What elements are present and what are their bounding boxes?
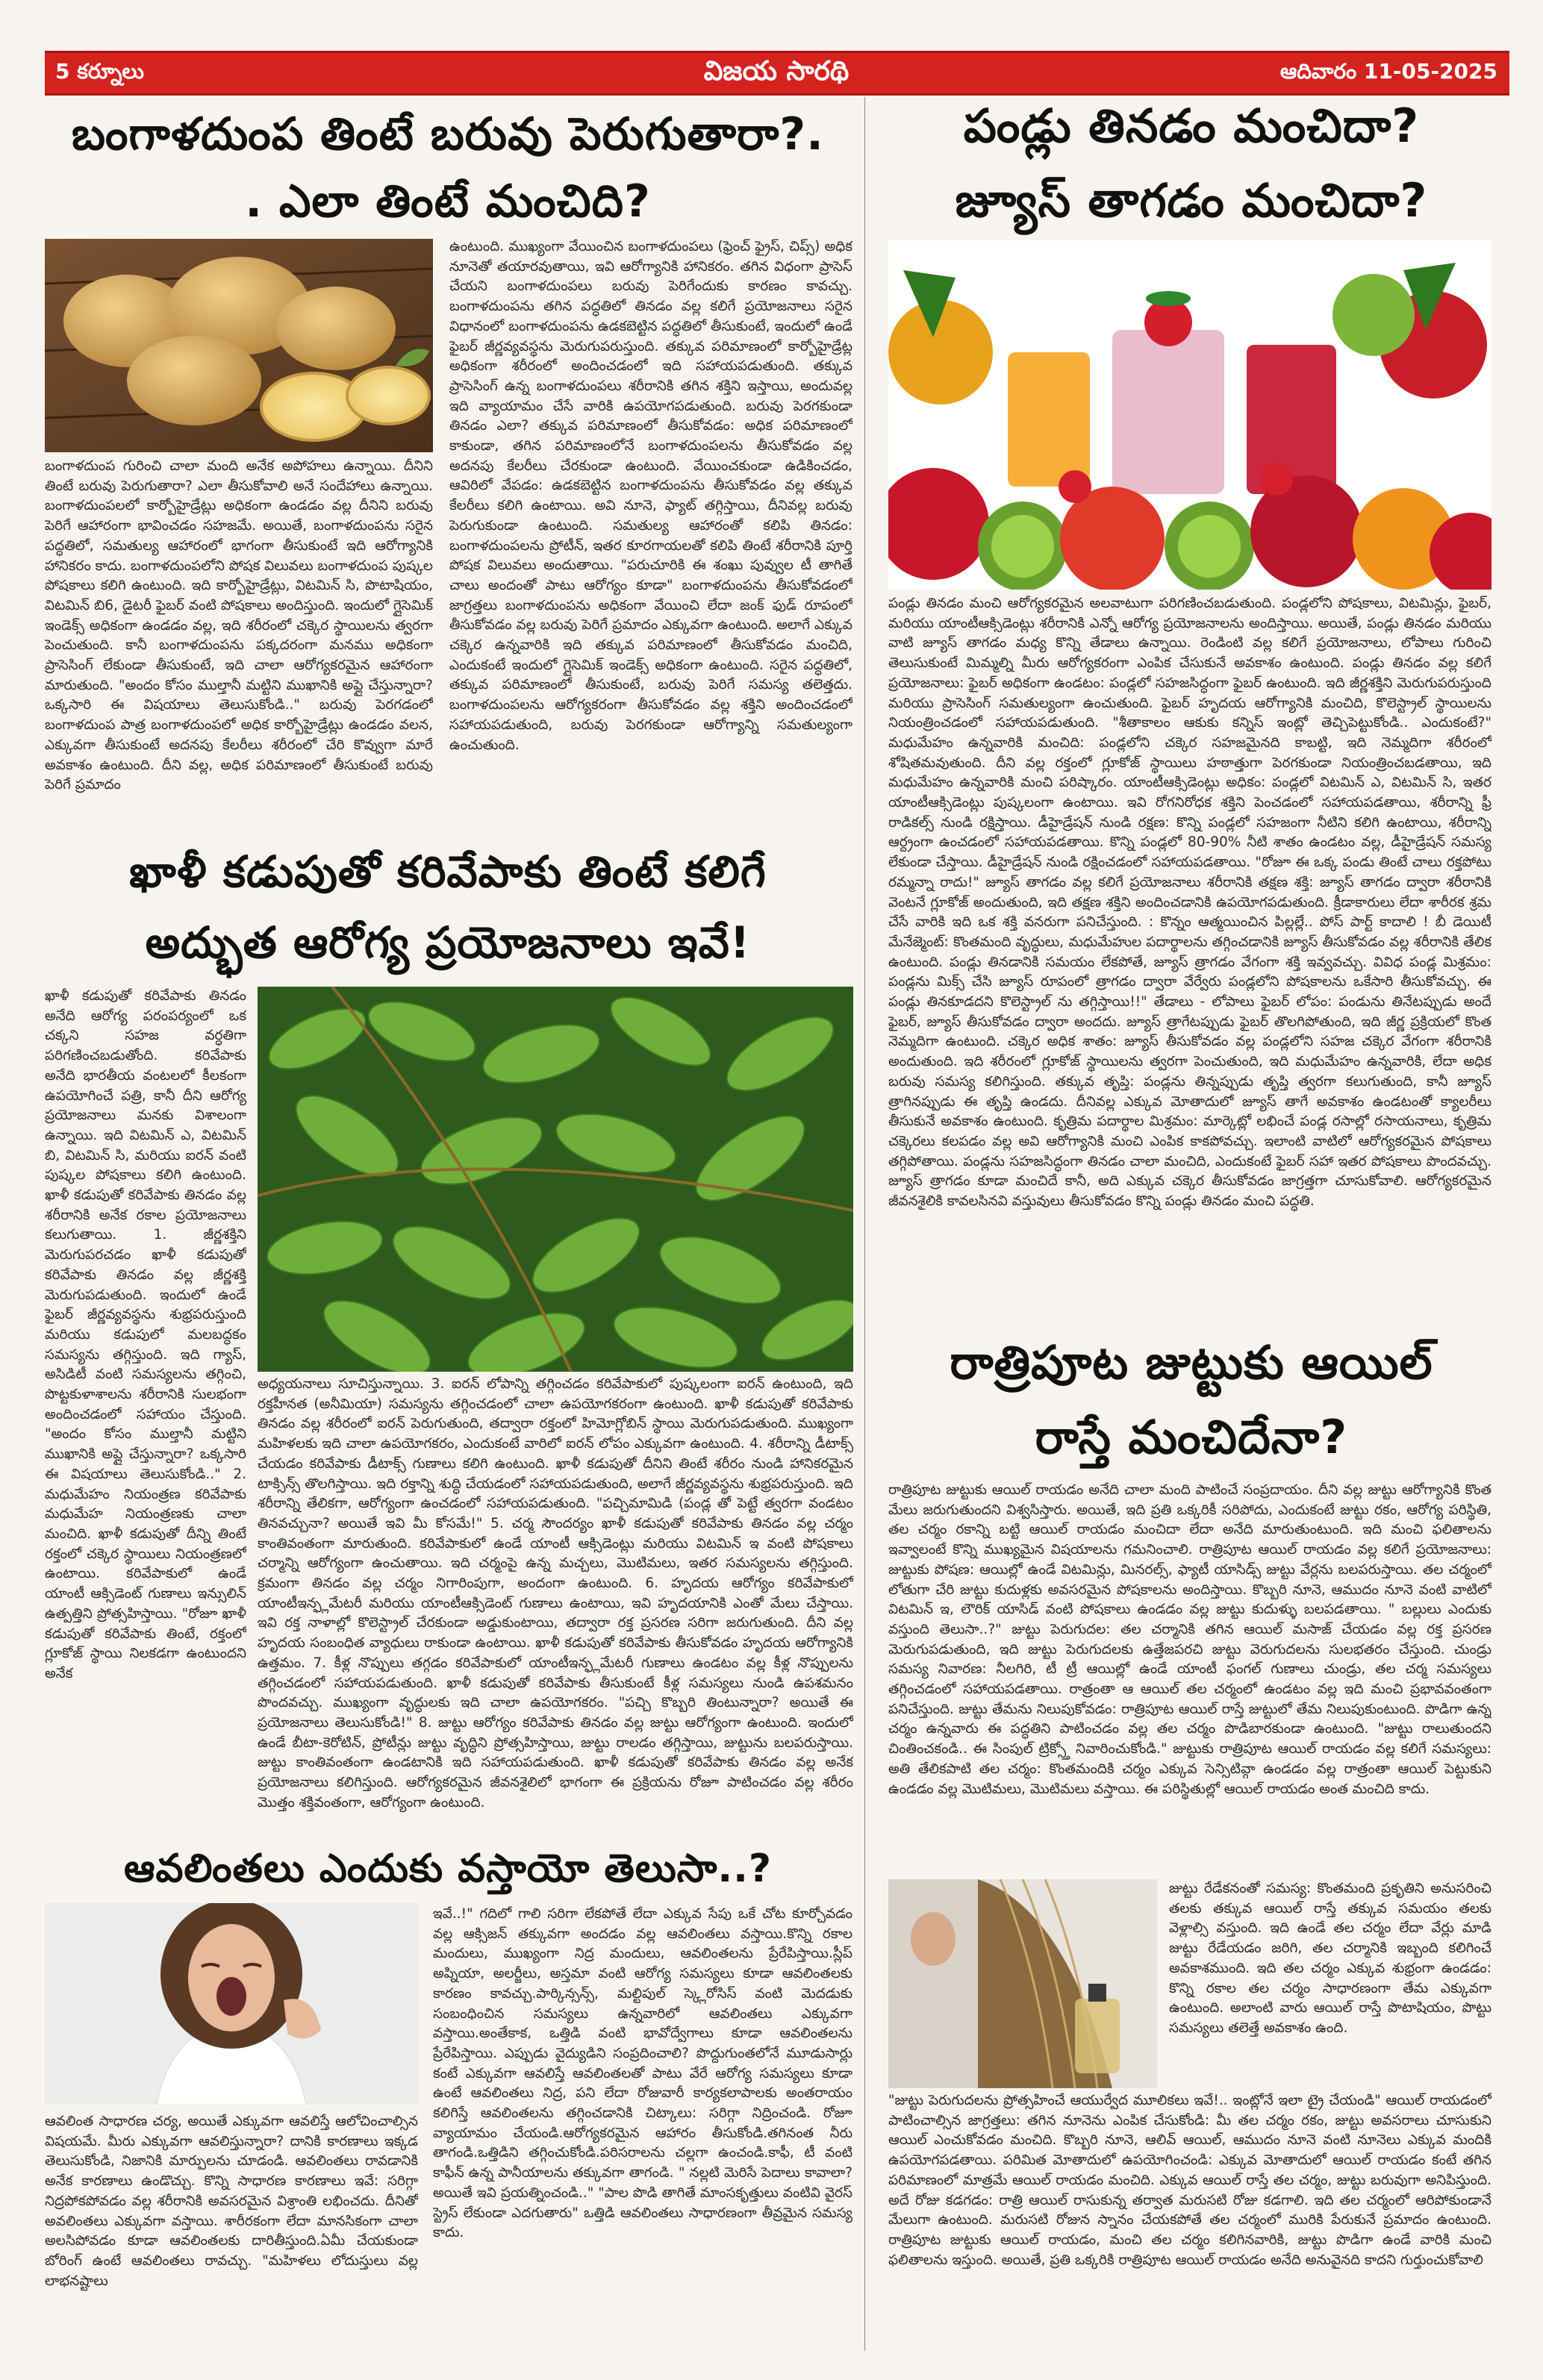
yawn-headline: ఆవలింతలు ఎందుకు వస్తాయో తెలుసా..? [123,1846,773,1891]
hair-headline-1: రాత్రిపూట జుట్టుకు ఆయిల్ [950,1335,1433,1390]
potatoes-photo [45,239,433,452]
yawn-body-right: ఇవే..!" గదిలో గాలి సరిగా లేకపోతే లేదా ఎక్కువ సేపు ఒకే చోట కూర్చోవడం వల్ల ఆక్సిజన్ తక్కువగా అందడం వల్ల ఆవలింతలు వస్తాయి.కొన్ని రకాల మందులు, ముఖ్యంగా నిద్ర మందులు, ఆవలింతలను ప్రేరేపిస్తాయి.స్లీప్ అప్నియా, అలర్జీలు, అస్తమా వంటి ఆరోగ్య సమస్యలు కూడా ఆవలింతలకు కారణం కావచ్చు.పార్కిన్సన్స్, మల్టిపుల్ స్క్లెరోసిస్ వంటి మెదడుకు సంబంధించిన సమస్యలు ఉన్నవారిలో ఆవలింతలు ఎక్కువగా వస్తాయి.అంతేకాక, ఒత్తిడి వంటి భావోద్వేగాలు కూడా ఆవలింతలను ప్రేరేపిస్తాయి. ఎప్పుడు వైద్యుడిని సంప్రదించాలి? పొద్దుగుంతలోనే మూడుసార్లు కంటే ఎక్కువగా ఆవలిస్తే ఆవలింతలతో పాటు వేరే ఆరోగ్య సమస్యలు కూడా ఉంటే ఆవలింతలు నిద్ర, పని లేదా రోజువారీ కార్యకలాపాలకు అంతరాయం కలిగిస్తే ఆవలింతలను తగ్గించడానికి చిట్కాలు: సరిగ్గా నిద్రించండి. రోజూ వ్యాయామం చేయండి.ఆరోగ్యకరమైన ఆహారం తీసుకోండి.తగినంత నీరు తాగండి.ఒత్తిడిని తగ్గించుకోండి.పరిసరాలను చల్లగా ఉంచండి.కాఫీ, టీ వంటి కాఫీన్ ఉన్న పానీయాలను తక్కువగా తాగండి. " నల్లటి మెరిసే పెదాలు కావాలా? అయితే ఇవి ప్రయత్నించండి.." "పాల పొడి తాగితే మాంసకృత్తులు వంటివి వైరస్ స్ట్రెస్ లేకుండా ఎదగుతారు" ఒత్తిడి ఆవలింతలు సాధారణంగా తీవ్రమైన సమస్య కాదు. [433,1906,852,2241]
fruits-headline-2: జ్యూస్ తాగడం మంచిదా? [955,173,1428,228]
hair-oil-photo [888,1879,1157,2088]
potato-headline-2: . ఎలా తింటే మంచిది? [245,175,651,228]
fruits-body: పండ్లు తినడం మంచి ఆరోగ్యకరమైన అలవాటుగా పరిగణించబడుతుంది. పండ్లలోని పోషకాలు, విటమిన్లు, ఫైబర్, మరియు యాంటీఆక్సిడెంట్లు శరీరానికి ఎన్నో ఆరోగ్య ప్రయోజనాలను అందిస్తాయి. అయితే, పండ్లు తినడం మరియు వాటి జ్యూస్ తాగడం మధ్య కొన్ని తేడాలు ఉన్నాయి. రెండింటి వల్ల కలిగే ప్రయోజనాలు, లోపాలు గురించి తెలుసుకుంటే మిమ్మల్ని మీరు ఆరోగ్యకరంగా ఎంపిక చేసుకునే అవకాశం ఉంటుంది. పండ్లు తినడం వల్ల కలిగే ప్రయోజనాలు: ఫైబర్ అధికంగా ఉండటం: పండ్లలో సహజసిద్ధంగా ఫైబర్ ఉంటుంది. ఇది జీర్ణశక్తిని మెరుగుపరుస్తుంది మరియు ప్రాసెసింగ్ సమతుల్యంగా ఉంచుతుంది. ఫైబర్ హృదయ ఆరోగ్యానికి మంచిది, కొలెస్ట్రాల్ స్థాయిలను నియంత్రించడంలో సహాయపడుతుంది. "శీతాకాలం ఆకుకు కన్నిస్ ఇంట్లో తెచ్చిపెట్టుకోండి.. ఎందుకంటే?" మధుమేహం ఉన్నవారికి మంచిది: పండ్లలోని చక్కెర సహజమైనది కాబట్టి, ఇది నెమ్మదిగా శరీరంలో శోషితమవుతుంది. దీని వల్ల రక్తంలో గ్లూకోజ్ స్థాయిలు హఠాత్తుగా పెరగకుండా నియంత్రించబడతాయి, ఇది మధుమేహం ఉన్నవారికి మంచి పరిష్కారం. యాంటీఆక్సిడెంట్లు అధికం: పండ్లలో విటమిన్ ఎ, విటమిన్ సి, ఇతర యాంటీఆక్సిడెంట్లు పుష్కలంగా ఉంటాయి. ఇవి రోగనిరోధక శక్తిని పెంచడంలో సహాయపడతాయి, శరీరాన్ని ఫ్రీ రాడికల్స్ నుండి రక్షిస్తాయి. డీహైడ్రేషన్ నుండి రక్షణ: కొన్ని పండ్లలో సహజంగా నీటిని కలిగి ఉంటాయి, శరీరాన్ని ఆర్ద్రంగా ఉంచడంలో సహాయపడతాయి. కొన్ని పండ్లలో 80-90% నీటి శాతం ఉండటం వల్ల, డీహైడ్రేషన్ సమస్య లేకుండా చేస్తాయి. డీహైడ్రేషన్ నుండి రక్షించడంలో సహాయపడతాయి. "రోజూ ఈ ఒక్క పండు తింటే చాలు రక్తపోటు రమ్మన్నా రాదు!" జ్యూస్ తాగడం వల్ల కలిగే ప్రయోజనాలు శరీరానికి తక్షణ శక్తి: జ్యూస్ తాగడం ద్వారా శరీరానికి వెంటనే గ్లూకోజ్ అందుతుంది, ఇది తక్షణ శక్తిని అందించడానికి ఉపయోగపడుతుంది. క్రీడాకారులు లేదా శారీరక శ్రమ చేసే వారికి ఇది ఒక శక్తి వనరుగా పనిచేస్తుంది. : కొన్నం ఆత్మయించిన పిల్లల్లే.. పోస్ పార్ట్ కాదాలి ! బీ డెయిటీ మేనేజ్మెంట్: కొంతమంది వృద్ధులు, మధుమేహుల పదార్థాలను తగ్గించడానికి జ్యూస్ తీసుకోవడం వల్ల శరీరానికి తేలిక ఉంటుంది. పండ్లు తినడానికి సమయం లేకపోతే, జ్యూస్ త్రాగడం వేగంగా శక్తి ఇవ్వవచ్చు. వివిధ పండ్ల మిశ్రమం: పండ్లను మిక్స్ చేసి జ్యూస్ రూపంలో త్రాగడం ద్వారా వేర్వేరు పండ్లలోని పోషకాలను ఒకేసారి తీసుకోవచ్చు. ఈ పండ్లు తినకూడదని కొలెస్ట్రాల్ ను తగ్గిస్తాయి!!" తేడాలు - లోపాలు ఫైబర్ లోపం: పండును తినేటప్పుడు అందే ఫైబర్, జ్యూస్ తీసుకోవడం ద్వారా అందదు. జ్యూస్ త్రాగేటప్పుడు ఫైబర్ తొలగిపోతుంది, ఇది జీర్ణ ప్రక్రియలో కొంత నెమ్మదిగా ఉంటుంది. చక్కెర అధిక శాతం: జ్యూస్ తీసుకోవడం వల్ల పండ్లలోని సహజ చక్కెర వేగంగా శరీరానికి అందుతుంది. ఇది శరీరంలో గ్లూకోజ్ స్థాయిలను త్వరగా పెంచుతుంది, ఇది మధుమేహం ఉన్నవారికి, లేదా అధిక బరువు సమస్య కలిగిస్తుంది. తక్కువ తృప్తి: పండ్లను తిన్నప్పుడు తృప్తి త్వరగా కలుగుతుంది, కానీ జ్యూస్ త్రాగినప్పుడు ఈ తృప్తి ఉండదు. దీనివల్ల ఎక్కువ మోతాదులో జ్యూస్ తాగే అవకాశం ఉండటంతో క్యాలరీలు తీసుకునే అవకాశం ఉంటుంది. కృత్రిమ పదార్థాల మిశ్రమం: మార్కెట్లో లభించే పండ్ల రసాల్లో రసాయనాలు, కృత్రిమ చక్కెరలు కలపడం వల్ల అవి ఆరోగ్యానికి మంచి ఎంపిక కాకపోవచ్చు. ఇలాంటి వాటిలో ఆరోగ్యకరమైన పోషకాలు తగ్గిపోతాయి. పండ్లను సహజసిద్ధంగా తినడం చాలా మంచిది, ఎందుకంటే ఫైబర్ సహా ఇతర పోషకాలు పొందవచ్చు. జ్యూస్ త్రాగడం కూడా మంచిదే కానీ, అది ఎక్కువ చక్కెర తీసుకోవడం జాగ్రత్తగా చూసుకోవాలి. ఆరోగ్యకరమైన జీవనశైలికి కావలసినవి వస్తువులు తీసుకోవడం కొన్ని పండ్లు తినడం మంచి పద్ధతి. [888,596,1491,1210]
issue-date: ఆదివారం 11-05-2025 [1279,59,1497,84]
potato-body-right: ఉంటుంది. ముఖ్యంగా వేయించిన బంగాళదుంపలు (ఫ్రెంచ్ ఫ్రైస్, చిప్స్) అధిక నూనెతో తయారవుతాయి, ఇవి ఆరోగ్యానికి హానికరం. తగిన విధంగా ప్రాసెస్ చేయని బంగాళదుంపలు బరువు పెరిగేందుకు కారణం కావచ్చు. బంగాళదుంపను తగిన పద్ధతిలో తినడం వల్ల కలిగే ప్రయోజనాలు సరైన విధానంలో బంగాళదుంపను ఉడకబెట్టిన పద్ధతిలో తీసుకుంటే, ఇందులో ఉండే ఫైబర్ జీర్ణవ్యవస్థను మెరుగుపరుస్తుంది. తక్కువ పరిమాణంలో కార్బోహైడ్రేట్ల అధికంగా శరీరంలో అందించడంలో ఇది సహాయపడుతుంది. తక్కువ ప్రాసెసింగ్ ఉన్న బంగాళదుంపలు శరీరానికి తగిన శక్తిని ఇస్తాయి, అందువల్ల ఇది వ్యాయామం చేసే వారికి ఉపయోగపడుతుంది. బరువు పెరగకుండా తినడం ఎలా? తక్కువ పరిమాణంలో తీసుకోవడం: అధిక పరిమాణంలో కాకుండా, తగిన పరిమాణంలోనే బంగాళదుంపలను తీసుకోవడం వల్ల అదనపు కేలరీలు చేరకుండా ఉంటుంది. వేయించకుండా ఉడికించడం, ఆవిరిలో వేపడం: ఉడకబెట్టిన బంగాళదుంపను తీసుకోవడం వల్ల తక్కువ కేలరీలు కలిగి ఉంటాయి. అవి నూనె, ఫ్యాట్ తగ్గిస్తాయి, దీనివల్ల బరువు పెరుగుకుండా ఉంటుంది. సమతుల్య ఆహారంతో కలిపి తినడం: బంగాళదుంపలను ప్రోటీన్, ఇతర కూరగాయలతో కలిపి తింటే శరీరానికి పూర్తి పోషక విలువలు అందుతాయి. "పరుచూరికి ఈ శంఖు పువ్వుల టీ తాగితే చాలు అందంతో పాటు ఆరోగ్యం కూడా" బంగాళదుంపను తీసుకోవడంలో జాగ్రత్తలు బంగాళదుంపను అధికంగా వేయించి లేదా జంక్ ఫుడ్ రూపంలో తీసుకోవడం వల్ల బరువు పెరిగే ప్రమాదం ఎక్కువగా ఉంటుంది. అలాగే ఎక్కువ చక్కెర ఉన్నవారికి ఇది తక్కువ పరిమాణంలో తీసుకోవడం మంచిది, ఎందుకంటే ఇందులో గ్లైసెమిక్ ఇండెక్స్ అధికంగా ఉంటుంది. సరైన పద్ధతిలో, తక్కువ పరిమాణంలో తీసుకుంటే, బరువు పెరిగే సమస్య తలెత్తదు. బంగాళదుంపలను ఆరోగ్యకరంగా తీసుకోవడం వల్ల శక్తిని అందించడంలో సహాయపడుతుంది, బరువు పెరగకుండా ఆరోగ్యాన్ని సమతుల్యంగా ఉంచుతుంది. [449,239,852,753]
curry-body-left: ఖాళీ కడుపుతో కరివేపాకు తినడం అనేది ఆరోగ్య పరంపర్యంలో ఒక చక్కని సహజ వర్ధతిగా పరిగణించబడుతోంది. కరివేపాకు అనేది భారతీయ వంటలలో కీలకంగా ఉపయోగించే పత్రి, కానీ దీని ఆరోగ్య ప్రయోజనాలు మనకు విశాలంగా ఉన్నాయి. ఇది విటమిన్ ఎ, విటమిన్ బి, విటమిన్ సి, మరియు ఐరన్ వంటి పుష్కల పోషకాలు కలిగి ఉంటుంది. ఖాళీ కడుపుతో కరివేపాకు తినడం వల్ల శరీరానికి అనేక రకాల ప్రయోజనాలు కలుగుతాయి. 1. జీర్ణశక్తిని మెరుగుపరచడం ఖాళీ కడుపుతో కరివేపాకు తినడం వల్ల జీర్ణశక్తి మెరుగుపడుతుంది. ఇందులో ఉండే ఫైబర్ జీర్ణవ్యవస్థను శుభ్రపరుస్తుంది మరియు కడుపులో మలబద్ధకం సమస్యను తగ్గిస్తుంది. ఇది గ్యాస్, అసిడిటీ వంటి సమస్యలను తగ్గించి, పొట్టకుళాశాలను శరీరానికి సులభంగా అందించడంలో సహాయం చేస్తుంది. "అందం కోసం ముల్తానీ మట్టిని ముఖానికి అప్లై చేస్తున్నారా? ఒక్కసారి ఈ విషయాలు తెలుసుకోండి.." 2. మధుమేహం నియంత్రణ కరివేపాకు మధుమేహ నియంత్రణకు చాలా మంచిది. ఖాళీ కడుపుతో దీన్ని తింటే రక్తంలో చక్కెర స్థాయిలు నియంత్రణలో ఉంటాయి. కరివేపాకులో ఉండే యాంటీ ఆక్సిడెంట్ గుణాలు ఇన్సులిన్ ఉత్పత్తిని ప్రోత్సహిస్తాయి. "రోజూ ఖాళీ కడుపుతో కరివేపాకు తింటే, రక్తంలో గ్లూకోజ్ స్థాయి నిలకడగా ఉంటుందని అనేక [45,988,246,1681]
paper-name: విజయ సారథి [703,56,850,87]
hair-image [888,1879,1157,2088]
curry-image [258,987,853,1372]
yawn-image [45,1903,418,2105]
column-divider [864,97,865,2351]
hair-body-bottom: "జుట్టు పెరుగుదలను ప్రోత్సహించే ఆయుర్వేద మూలికలు ఇవే!.. ఇంట్లోనే ఇలా ట్రై చేయండి" ఆయిల్ రాయడంలో పాటించాల్సిన జాగ్రత్తలు: తగిన నూనెను ఎంపిక చేసుకోండి: మీ తల చర్మం రకం, జుట్టు అవసరాలు చూసుకుని ఆయిల్ ఎంచుకోవడం మంచిది. కొబ్బరి నూనె, ఆలివ్ ఆయిల్, ఆముదం నూనె వంటి నూనెలు ఎక్కువ మందికి ఉపయోగపడతాయి. పరిమిత మోతాదులో ఉపయోగించండి: ఎక్కువ మోతాదులో ఆయిల్ రాయడం కంటే తగిన పరిమాణంలో మాత్రమే ఆయిల్ రాయడం మంచిది. ఎక్కువ ఆయిల్ రాస్తే తల చర్మం, జుట్టు బరువుగా అనిపిస్తుంది. అదే రోజు కడగడం: రాత్రి ఆయిల్ రాసుకున్న తర్వాత మరుసటి రోజు కడగాలి. ఇది తల చర్మంలో ఆరిపోకుండానే మేలుగా ఉంటుంది. మరుసటి రోజున స్నానం చేయకపోతే తల చర్మంలో మురికి పేరుకునే ప్రమాదం ఉంటుంది. రాత్రిపూట జుట్టుకు ఆయిల్ రాయడం, మంచి తల చర్మం కలిగినవారికి, జుట్టు పొడిగా ఉండే వారికి మంచి ఫలితాలను ఇస్తుంది. అయితే, ప్రతి ఒక్కరికి రాత్రిపూట ఆయిల్ రాయడం అనేది అనువైనది కాదని గుర్తుంచుకోవాలి [888,2093,1491,2268]
masthead [45,51,1509,96]
curry-headline-1: ఖాళీ కడుపుతో కరివేపాకు తింటే కలిగే [129,846,767,897]
yawning-woman-photo [45,1903,418,2105]
curry-leaves-photo [258,987,853,1372]
curry-headline-2: అద్భుత ఆరోగ్య ప్రయోజనాలు ఇవే! [145,917,751,968]
fruits-and-juice-photo [888,240,1491,590]
potato-headline-1: బంగాళదుంప తింటే బరువు పెరుగుతారా?. [72,108,824,160]
fruits-image [888,240,1491,590]
page-label: 5 కర్నూలు [55,59,144,84]
hair-body-beside-image: జుట్టు రేడేకనంతో సమస్య: కొంతమంది ప్రకృతిని అనుసరించి తలకు తక్కువ ఆయిల్ రాస్తే తక్కువ సమయం తలకు వెళ్లాల్సి వస్తుంది. ఇది ఉండే తల చర్మం లేదా వేర్లు మాడి జుట్టు రేడేయడం జరిగి, తల చర్మానికి ఇబ్బంది కలిగించే అవకాశముంది. ఇది తల చర్మం ఎక్కువ శుభ్రంగా ఉండడం: కొన్ని రకాల తల చర్మం సాధారణంగా తేమ ఎక్కువగా ఉంటుంది. అలాంటి వారు ఆయిల్ రాస్తే పొటాషియం, పొట్టు సమస్యలు తలెత్తే అవకాశం ఉంది. [1169,1881,1491,2036]
curry-body-bottom: అధ్యయనాలు సూచిస్తున్నాయి. 3. ఐరన్ లోపాన్ని తగ్గించడం కరివేపాకులో పుష్కలంగా ఐరన్ ఉంటుంది, ఇది రక్తహీనత (అనీమియా) సమస్యను తగ్గించడంలో చాలా ఉపయోగకరంగా ఉంటుంది. ఖాళీ కడుపుతో కరివేపాకు తినడం వల్ల శరీరంలో ఐరన్ పెరుగుతుంది, తద్వారా రక్తంలో హిమోగ్లోబిన్ స్థాయి మెరుగుపడుతుంది. ముఖ్యంగా మహిళలకు ఇది చాలా ఉపయోగకరం, ఎందుకంటే వారిలో ఐరన్ లోపం ఎక్కువగా ఉంటుంది. 4. శరీరాన్ని డీటాక్స్ చేయడం కరివేపాకు డీటాక్స్ గుణాలు కలిగి ఉంటుంది. ఖాళీ కడుపుతో దీనిని తింటే శరీరం నుండి హానికరమైన టాక్సిన్స్ తొలగిస్తాయి. ఇది రక్తాన్ని శుద్ధి చేయడంలో సహాయపడుతుంది, అలాగే జీర్ణవ్యవస్థను శుభ్రపరుస్తుంది. ఇది శరీరాన్ని తేలికగా, ఆరోగ్యంగా ఉంచడంలో సహాయపడుతుంది. "పచ్చిమామిడి (పండ్ల తో పెట్టే త్వరగా వండటం తినవచ్చునా? అయితే ఇవి మీ కోసమే!" 5. చర్మ సౌందర్యం ఖాళీ కడుపుతో కరివేపాకు తినడం వల్ల చర్మం కాంతివంతంగా మారుతుంది. కరివేపాకులో ఉండే యాంటీ ఆక్సిడెంట్లు మరియు విటమిన్ ఇ వంటి పోషకాలు చర్మాన్ని ఆరోగ్యంగా ఉంచుతాయి. ఇది చర్మంపై ఉన్న మచ్చలు, మొటిమలు, ఇతర సమస్యలను తగ్గిస్తుంది. క్రమంగా తినడం వల్ల చర్మం నిగారింపుగా, అందంగా ఉంటుంది. 6. హృదయ ఆరోగ్యం కరివేపాకులో యాంటీఇన్ఫ్లమేటరీ మరియు యాంటీఆక్సిడెంట్ గుణాలు ఉంటాయి, ఇవి హృదయానికి ఎంతో మేలు చేస్తాయి. ఇవి రక్త నాళాల్లో కొలెస్ట్రాల్ చేరకుండా అడ్డుకుంటాయి, తద్వారా రక్త ప్రసరణ సరిగా జరుగుతుంది. దీని వల్ల హృదయ సంబంధిత వ్యాధులు రాకుండా ఉంటాయి. ఖాళీ కడుపుతో కరివేపాకు తీసుకోవడం హృదయ ఆరోగ్యానికి ఉత్తమం. 7. కీళ్ల నొప్పులు తగ్గడం కరివేపాకులో యాంటీఇన్ఫ్లమేటరీ గుణాలు ఉండటం వల్ల కీళ్ల నొప్పులను తగ్గించడంలో సహాయపడుతుంది. ఖాళీ కడుపుతో కరివేపాకు తీసుకుంటే కీళ్ల సమస్యలు నుండి ఉపశమనం పొందవచ్చు. ముఖ్యంగా వృద్ధులకు ఇది చాలా ఉపయోగకరం. "పచ్చి కొబ్బరి తింటున్నారా? అయితే ఈ ప్రయోజనాలు తెలుసుకోండి!" 8. జుట్టు ఆరోగ్యం కరివేపాకు తినడం వల్ల జుట్టు ఆరోగ్యంగా ఉంటుంది. ఇందులో ఉండే బీటా-కెరోటిన్, ప్రోటీన్లు జుట్టు వృద్ధిని ప్రోత్సహిస్తాయి, జుట్టు రాలడం తగ్గిస్తాయి, జుట్టును బలపరుస్తాయి. జుట్టు కాంతివంతంగా ఉండటానికి ఇది సహాయపడుతుంది. ఖాళీ కడుపుతో కరివేపాకు తినడం వల్ల అనేక ప్రయోజనాలు కలిగిస్తుంది. ఆరోగ్యకరమైన జీవనశైలిలో భాగంగా ఈ ప్రక్రియను రోజూ పాటించడం వల్ల శరీరం మొత్తం శక్తివంతంగా, ఆరోగ్యంగా ఉంటుంది. [258,1376,853,1811]
fruits-headline-1: పండ్లు తినడం మంచిదా? [963,99,1420,153]
potato-body-left: బంగాళదుంప గురించి చాలా మంది అనేక అపోహలు ఉన్నాయి. దీనిని తింటే బరువు పెరుగుతారా? ఎలా తీసుకోవాలి అనే సందేహాలు ఉన్నాయి. బంగాళదుంపలలో కార్బోహైడ్రేట్లు అధికంగా ఉండడం వల్ల దీనిని బరువు పెరిగే ఆహారంగా భావించడం సహజమే. అయితే, బంగాళదుంపను సరైన పద్ధతిలో, సమతుల్య ఆహారంలో భాగంగా తీసుకుంటే ఇది ఆరోగ్యానికి హానికరం కాదు. బంగాళదుంపలోని పోషక విలువలు బంగాళదుంప పుష్కల పోషకాలు కలిగి ఉంటుంది. ఇది కార్బోహైడ్రేట్లు, విటమిన్ సి, పొటాషియం, విటమిన్ బి6, డైటరీ ఫైబర్ వంటి పోషకాలు అందిస్తుంది. ఇందులో గ్లైసెమిక్ ఇండెక్స్ అధికంగా ఉండడం వల్ల, ఇది శరీరంలో చక్కెర స్థాయిలను త్వరగా పెంచుతుంది. కానీ బంగాళదుంపను పక్కదరంగా మనము అధికంగా ప్రాసెసింగ్ లేకుండా తీసుకుంటే, ఇది చాలా ఆరోగ్యకరమైన ఆహారంగా మారుతుంది. "అందం కోసం ముల్తానీ మట్టిని ముఖానికి అప్లై చేస్తున్నారా? ఒక్కసారి ఈ విషయాలు తెలుసుకోండి.." బరువు పెరగడంలో బంగాళదుంప పాత్ర బంగాళదుంపలో అధిక కార్బోహైడ్రేట్లు ఉండడం వలన, ఎక్కువగా తీసుకుంటే అదనపు కేలరీలు శరీరంలో చేరి కొవ్వుగా మారే అవకాశం ఉంటుంది. దీని వల్ల, అధిక పరిమాణంలో తీసుకుంటే బరువు పెరిగే ప్రమాదం [45,458,433,793]
potato-image [45,239,433,452]
hair-body-top: రాత్రిపూట జుట్టుకు ఆయిల్ రాయడం అనేది చాలా మంది పాటించే సంప్రదాయం. దీని వల్ల జుట్టు ఆరోగ్యానికి కొంత మేలు జరుగుతుందని విశ్వసిస్తారు. అయితే, ఇది ప్రతి ఒక్కరికీ సరిపోదు, ఎందుకంటే జుట్టు రకం, ఆరోగ్య పరిస్థితి, తల చర్మం రకాన్ని బట్టి ఆయిల్ రాయడం మంచిదా లేదా అనేది మారుతుంటుంది. ఇది మంచి ఫలితాలను ఇవ్వాలంటే కొన్ని ముఖ్యమైన విషయాలను గమనించాలి. రాత్రిపూట ఆయిల్ రాయడం వల్ల కలిగే ప్రయోజనాలు: జుట్టుకు పోషణ: ఆయిల్లో ఉండే విటమిన్లు, మినరల్స్, ఫ్యాటీ యాసిడ్స్ జుట్టు వేర్లను బలపరుస్తాయి. తల చర్మంలో లోతుగా చేరి జుట్టు కుదుళ్లకు అవసరమైన పోషకాలను అందిస్తాయి. కొబ్బరి నూనె, ఆముదం నూనె వంటి వాటిలో విటమిన్ ఇ, లౌరిక్ యాసిడ్ వంటి పోషకాలు ఉండడం వల్ల జుట్టు కుదుళ్ళు బలపడతాయి. " బల్లులు ఎందుకు వస్తుంది తెలుసా..?" జుట్టు పెరుగుదల: తల చర్మానికి తగిన ఆయిల్ మసాజ్ చేయడం వల్ల రక్త ప్రసరణ మెరుగుపడుతుంది, ఇది జుట్టు పెరుగుదలకు ఉత్తేజపరచి జుట్టు వెరుగుదలను సులభతరం చేస్తుంది. చుండ్రు సమస్య నివారణ: నీలగిరి, టీ ట్రీ ఆయిల్లో ఉండే యాంటీ ఫంగల్ గుణాలు చుండ్రు, తల చర్మ సమస్యలు తగ్గించడంలో సహాయపడతాయి. రాత్రంతా ఆ ఆయిల్ తల చర్మంలో ఉండటం వల్ల ఇది మంచి ప్రభావవంతంగా పనిచేస్తుంది. జుట్టు తేమను నిలుపుకోవడం: రాత్రిపూట ఆయిల్ రాస్తే జుట్టులో తేమ నిలుపుకుంటుంది. పొడిగా ఉన్న చర్మం ఉన్నవారు ఈ పద్ధతిని పాటించడం వల్ల తల చర్మం పొడిబారకుండా ఉంటుంది. "జుట్టు రాలుతుందని చింతించకండి.. ఈ సింపుల్ ట్రిక్స్తో నివారించుకోండి." జుట్టుకు రాత్రిపూట ఆయిల్ రాయడం వల్ల కలిగే సమస్యలు: అతి తేలికపాటి తల చర్మం: కొంతమందికి చర్మం ఎక్కువ సెన్సిటివ్గా ఉండడం వల్ల రాత్రంతా ఆయిల్ పెట్టుకుని ఉండడం వల్ల మొటిమలు, మొటిమలు వస్తాయి. ఈ పరిస్థితుల్లో ఆయిల్ రాయడం అంత మంచిది కాదు. [888,1482,1491,1797]
yawn-body-below-image: ఆవలింత సాధారణ చర్య, అయితే ఎక్కువగా ఆవలిస్తే ఆలోచించాల్సిన విషయమే. మీరు ఎక్కువగా ఆవలిస్తున్నారా? దానికి కారణాలు ఇక్కడ తెలుసుకోండి, నిజానికి మార్పులను చూడండి. ఆవలింతలు రావడానికి అనేక కారణాలు ఉండొచ్చు. కొన్ని సాధారణ కారణాలు ఇవే: సరిగ్గా నిద్రపోకపోవడం వల్ల శరీరానికి అవసరమైన విశ్రాంతి లభించదు. దీనితో అవలింతలు ఎక్కువగా వస్తాయి. శారీరకంగా లేదా మానసికంగా చాలా అలసిపోవడం కూడా ఆవలింతలకు దారితీస్తుంది.ఏమీ చేయకుండా బోరింగ్ ఉంటే ఆవలింతలు రావచ్చు. "మహిళలు లోదుస్తులు వల్ల లాభనష్టాలు [45,2114,418,2289]
hair-headline-2: రాస్తే మంచిదేనా? [1035,1410,1348,1464]
